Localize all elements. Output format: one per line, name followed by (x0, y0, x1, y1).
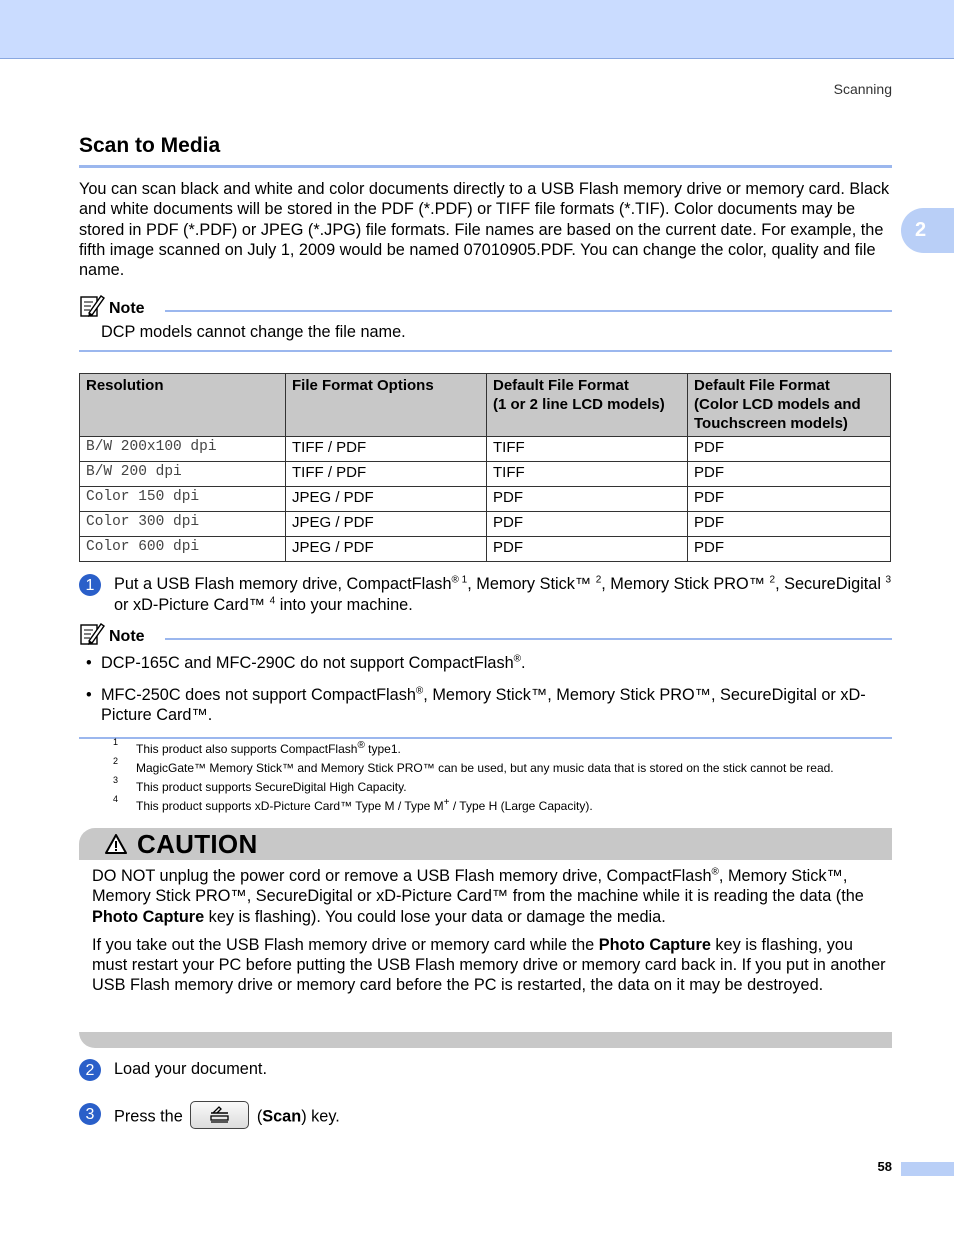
note-bottom-rule (79, 737, 892, 739)
page-tab (901, 1162, 954, 1176)
table-row (80, 462, 891, 487)
note-label: Note (109, 300, 145, 317)
footnote: 3 This product supports SecureDigital High Capacity. (113, 775, 407, 794)
note-label: Note (109, 628, 145, 645)
step-text: Put a USB Flash memory drive, CompactFlash® $^1$, Memory Stick™ $^2$, Memory Stick PRO™ $^2$, SecureDigital $^3$ or xD-Picture Card™ $^4$ into your machine. (114, 574, 892, 614)
table-cell: PDF (688, 537, 891, 562)
caution-footer-bar (79, 1032, 892, 1048)
table-cell: JPEG / PDF (286, 487, 487, 512)
warning-triangle-icon (105, 834, 127, 854)
note-pencil-icon (79, 293, 105, 319)
chapter-tab: 2 (901, 208, 954, 253)
file-format-table (79, 373, 891, 562)
list-item: • MFC-250C does not support CompactFlash®, Memory Stick™, Memory Stick PRO™, SecureDigital or xD-Picture Card™. (79, 685, 892, 726)
note-box (79, 621, 892, 739)
list-item: • DCP-165C and MFC-290C do not support CompactFlash®. (79, 653, 892, 674)
footnote: 2 MagicGate™ Memory Stick™ and Memory Stick PRO™ can be used, but any music data that is stored on the stick cannot be read. (113, 756, 834, 775)
column-header: Default File Format (Color LCD models and Touchscreen models) (688, 374, 891, 437)
footnote: 4 This product supports xD-Picture Card™ Type M / Type M+ / Type H (Large Capacity). (113, 794, 593, 813)
running-header: Scanning (833, 81, 892, 97)
table-cell: TIFF / PDF (286, 437, 487, 462)
step-number-badge: 3 (79, 1103, 101, 1125)
caution-paragraph: If you take out the USB Flash memory drive or memory card while the Photo Capture key is flashing, you must restart your PC before putting the USB Flash memory drive or memory card back in. If you put in another USB Flash memory drive or memory card before the PC is restarted, the data on it may be destroyed. (92, 935, 886, 995)
table-cell: JPEG / PDF (286, 512, 487, 537)
table-cell: PDF (487, 512, 688, 537)
note-text: DCP models cannot change the file name. (101, 323, 406, 341)
table-cell: TIFF / PDF (286, 462, 487, 487)
table-cell: PDF (688, 487, 891, 512)
table-cell: JPEG / PDF (286, 537, 487, 562)
resolution-cell: B/W 200x100 dpi (80, 437, 286, 462)
resolution-cell: Color 300 dpi (80, 512, 286, 537)
column-header: File Format Options (286, 374, 487, 437)
step-2 (79, 1059, 894, 1080)
title-rule (79, 165, 892, 168)
caution-title: CAUTION (137, 828, 258, 859)
column-header: Resolution (80, 374, 286, 437)
step-3 (79, 1103, 894, 1131)
resolution-cell: B/W 200 dpi (80, 462, 286, 487)
footnote: 1 This product also supports CompactFlash® type1. (113, 737, 401, 756)
table-cell: PDF (688, 437, 891, 462)
resolution-cell: Color 150 dpi (80, 487, 286, 512)
scan-key-icon (190, 1101, 249, 1129)
note-list (79, 653, 892, 726)
step-number-badge: 1 (79, 574, 101, 596)
step-1 (79, 574, 894, 616)
table-header-row (80, 374, 891, 437)
step-text: Press the (Scan) key. (114, 1103, 894, 1131)
note-bottom-rule (79, 350, 892, 352)
table-row (80, 512, 891, 537)
table-row (80, 487, 891, 512)
caution-box (79, 828, 892, 1004)
table-cell: PDF (487, 537, 688, 562)
table-cell: PDF (688, 512, 891, 537)
step-number-badge: 2 (79, 1059, 101, 1081)
caution-text (79, 860, 892, 996)
table-cell: TIFF (487, 462, 688, 487)
step-text: Load your document. (114, 1060, 267, 1078)
note-rule (165, 310, 892, 312)
table-cell: PDF (487, 487, 688, 512)
footnotes (79, 737, 892, 816)
top-header-band (0, 0, 954, 59)
table-cell: TIFF (487, 437, 688, 462)
caution-paragraph: DO NOT unplug the power cord or remove a USB Flash memory drive, CompactFlash®, Memory Stick™, Memory Stick PRO™, SecureDigital or xD-Picture Card™ from the machine while it is reading the data (the Photo Capture key is flashing). You could lose your data or damage the media. (92, 866, 864, 926)
caution-header (79, 828, 892, 860)
column-header: Default File Format (1 or 2 line LCD models) (487, 374, 688, 437)
table-cell: PDF (688, 462, 891, 487)
intro-paragraph: You can scan black and white and color documents directly to a USB Flash memory drive or memory card. Black and white documents will be stored in the PDF (*.PDF) or TIFF file formats (*.TIF). Color documents may be stored in PDF (*.PDF) or JPEG (*.JPG) file formats. File names are based on the current date. For example, the fifth image scanned on July 1, 2009 would be named 07010905.PDF. You can change the color, quality and file name. (79, 180, 890, 280)
section-title: Scan to Media (79, 134, 221, 157)
table-row (80, 437, 891, 462)
note-pencil-icon (79, 621, 105, 647)
page-number: 58 (877, 1159, 892, 1174)
note-box (79, 293, 892, 352)
table-row (80, 537, 891, 562)
resolution-cell: Color 600 dpi (80, 537, 286, 562)
note-rule (165, 638, 892, 640)
